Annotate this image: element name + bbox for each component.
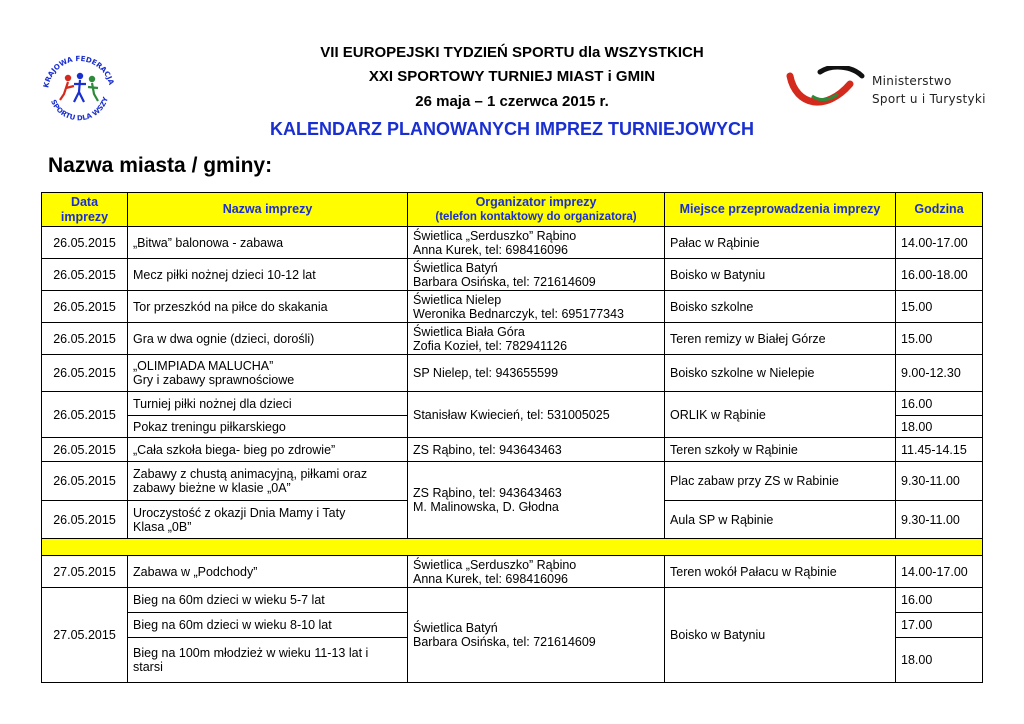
cell-place: Boisko szkolne w Nielepie xyxy=(665,355,896,392)
organizer-line: Świetlica Batyń xyxy=(413,260,498,275)
cell-time: 15.00 xyxy=(896,323,983,355)
cell-organizer xyxy=(408,556,665,588)
header-organizer-title: Organizator imprezy xyxy=(475,194,597,209)
cell-date: 26.05.2015 xyxy=(42,462,128,501)
organizer-contact: Barbara Osińska, tel: 721614609 xyxy=(413,635,596,649)
cell-name: Gra w dwa ognie (dzieci, dorośli) xyxy=(128,323,408,355)
svg-text:KRAJOWA FEDERACJA: KRAJOWA FEDERACJA xyxy=(41,53,117,89)
cell-date: 27.05.2015 xyxy=(42,556,128,588)
cell-time: 16.00 xyxy=(896,588,983,613)
cell-name: „Bitwa” balonowa - zabawa xyxy=(128,227,408,259)
organizer-contact: Anna Kurek, tel: 698416096 xyxy=(413,571,568,586)
table-row xyxy=(42,323,983,355)
cell-organizer xyxy=(408,588,665,683)
organizer-contact: Zofia Kozieł, tel: 782941126 xyxy=(413,338,568,353)
cell-name: Pokaz treningu piłkarskiego xyxy=(128,416,408,438)
table-header-row xyxy=(42,193,983,227)
table-row xyxy=(42,462,983,501)
cell-date: 26.05.2015 xyxy=(42,291,128,323)
header-organizer-subtitle: (telefon kontaktowy do organizatora) xyxy=(435,210,637,223)
day-separator-row xyxy=(42,539,983,556)
cell-name: „Cała szkoła biega- bieg po zdrowie” xyxy=(128,438,408,462)
header-organizer xyxy=(408,193,665,227)
table-row xyxy=(42,259,983,291)
cell-organizer: SP Nielep, tel: 943655599 xyxy=(408,355,665,392)
cell-organizer xyxy=(408,462,665,539)
cell-date: 27.05.2015 xyxy=(42,588,128,683)
cell-date: 26.05.2015 xyxy=(42,355,128,392)
table-row xyxy=(42,588,983,613)
event-name-line: Bieg na 100m młodzież w wieku 11-13 lat i xyxy=(133,646,369,660)
cell-date: 26.05.2015 xyxy=(42,227,128,259)
cell-date: 26.05.2015 xyxy=(42,259,128,291)
ministry-name xyxy=(872,72,986,108)
table-row xyxy=(42,355,983,392)
cell-time: 16.00-18.00 xyxy=(896,259,983,291)
cell-name xyxy=(128,501,408,539)
cell-place: Teren wokół Pałacu w Rąbinie xyxy=(665,556,896,588)
organizer-line: Świetlica „Serduszko” Rąbino xyxy=(413,228,577,243)
cell-time: 18.00 xyxy=(896,638,983,683)
cell-name: Mecz piłki nożnej dzieci 10-12 lat xyxy=(128,259,408,291)
cell-time: 16.00 xyxy=(896,392,983,416)
organizer-contact: Anna Kurek, tel: 698416096 xyxy=(413,242,568,257)
table-row xyxy=(42,291,983,323)
document-title: KALENDARZ PLANOWANYCH IMPREZ TURNIEJOWYCH xyxy=(270,119,754,139)
organizer-line: Świetlica „Serduszko” Rąbino xyxy=(413,557,577,572)
event-name-line: Zabawy z chustą animacyjną, piłkami oraz xyxy=(133,467,368,481)
cell-time: 9.30-11.00 xyxy=(896,462,983,501)
cell-place: Aula SP w Rąbinie xyxy=(665,501,896,539)
cell-date: 26.05.2015 xyxy=(42,438,128,462)
cell-time: 17.00 xyxy=(896,613,983,638)
organizer-line: ZS Rąbino, tel: 943643463 xyxy=(413,486,562,500)
federation-logo xyxy=(38,48,120,130)
organizer-contact: Barbara Osińska, tel: 721614609 xyxy=(413,274,596,289)
cell-organizer xyxy=(408,291,665,323)
cell-organizer xyxy=(408,323,665,355)
cell-name xyxy=(128,355,408,392)
svg-text:SPORTU DLA WSZYSTKICH: SPORTU DLA WSZY xyxy=(49,95,110,123)
header-place: Miejsce przeprowadzenia imprezy xyxy=(665,193,896,227)
organizer-line: Świetlica Batyń xyxy=(413,621,498,635)
organizer-contact: M. Malinowska, D. Głodna xyxy=(413,500,559,514)
ministry-name-line1: Ministerstwo xyxy=(872,74,952,88)
organizer-contact: Weronika Bednarczyk, tel: 695177343 xyxy=(413,306,625,321)
tournament-title-line: XXI SPORTOWY TURNIEJ MIAST i GMIN xyxy=(368,68,656,85)
cell-place: ORLIK w Rąbinie xyxy=(665,392,896,438)
cell-place: Teren remizy w Białej Górze xyxy=(665,323,896,355)
header-date: Data imprezy xyxy=(42,193,128,227)
cell-time: 14.00-17.00 xyxy=(896,227,983,259)
table-row xyxy=(42,392,983,416)
event-title-line: VII EUROPEJSKI TYDZIEŃ SPORTU dla WSZYSTKICH xyxy=(320,44,704,61)
ministry-name-line2: Sport u i Turystyki xyxy=(872,92,986,106)
cell-date: 26.05.2015 xyxy=(42,501,128,539)
cell-name: Bieg na 60m dzieci w wieku 8-10 lat xyxy=(128,613,408,638)
cell-time: 14.00-17.00 xyxy=(896,556,983,588)
cell-date: 26.05.2015 xyxy=(42,323,128,355)
table-row xyxy=(42,438,983,462)
cell-organizer xyxy=(408,227,665,259)
cell-place: Pałac w Rąbinie xyxy=(665,227,896,259)
cell-place: Boisko szkolne xyxy=(665,291,896,323)
cell-name: Bieg na 60m dzieci w wieku 5-7 lat xyxy=(128,588,408,613)
cell-organizer xyxy=(408,259,665,291)
cell-organizer: ZS Rąbino, tel: 943643463 xyxy=(408,438,665,462)
cell-name xyxy=(128,638,408,683)
event-name-line: starsi xyxy=(133,660,163,674)
cell-place: Boisko w Batyniu xyxy=(665,259,896,291)
cell-name xyxy=(128,462,408,501)
event-name-line: Gry i zabawy sprawnościowe xyxy=(133,373,295,387)
header-name: Nazwa imprezy xyxy=(128,193,408,227)
cell-place: Plac zabaw przy ZS w Rabinie xyxy=(665,462,896,501)
events-table xyxy=(41,192,983,683)
cell-place: Boisko w Batyniu xyxy=(665,588,896,683)
cell-name: Tor przeszkód na piłce do skakania xyxy=(128,291,408,323)
cell-time: 9.00-12.30 xyxy=(896,355,983,392)
cell-place: Teren szkoły w Rąbinie xyxy=(665,438,896,462)
cell-time: 11.45-14.15 xyxy=(896,438,983,462)
event-name-line: „OLIMPIADA MALUCHA” xyxy=(133,359,274,373)
event-name-line: zabawy bieżne w klasie „0A” xyxy=(133,481,291,495)
cell-date: 26.05.2015 xyxy=(42,392,128,438)
table-row xyxy=(42,556,983,588)
ministry-logo xyxy=(786,66,986,110)
cell-name: Zabawa w „Podchody” xyxy=(128,556,408,588)
day-separator xyxy=(42,539,983,556)
event-name-line: Uroczystość z okazji Dnia Mamy i Taty xyxy=(133,505,346,520)
table-row xyxy=(42,227,983,259)
cell-name: Turniej piłki nożnej dla dzieci xyxy=(128,392,408,416)
city-name-label: Nazwa miasta / gminy: xyxy=(48,154,273,177)
cell-time: 18.00 xyxy=(896,416,983,438)
cell-time: 15.00 xyxy=(896,291,983,323)
organizer-line: Świetlica Nielep xyxy=(413,292,502,307)
date-range-line: 26 maja – 1 czerwca 2015 r. xyxy=(415,93,609,110)
header-time: Godzina xyxy=(896,193,983,227)
cell-time: 9.30-11.00 xyxy=(896,501,983,539)
cell-organizer: Stanisław Kwiecień, tel: 531005025 xyxy=(408,392,665,438)
organizer-line: Świetlica Biała Góra xyxy=(413,324,525,339)
event-name-line: Klasa „0B” xyxy=(133,519,192,534)
